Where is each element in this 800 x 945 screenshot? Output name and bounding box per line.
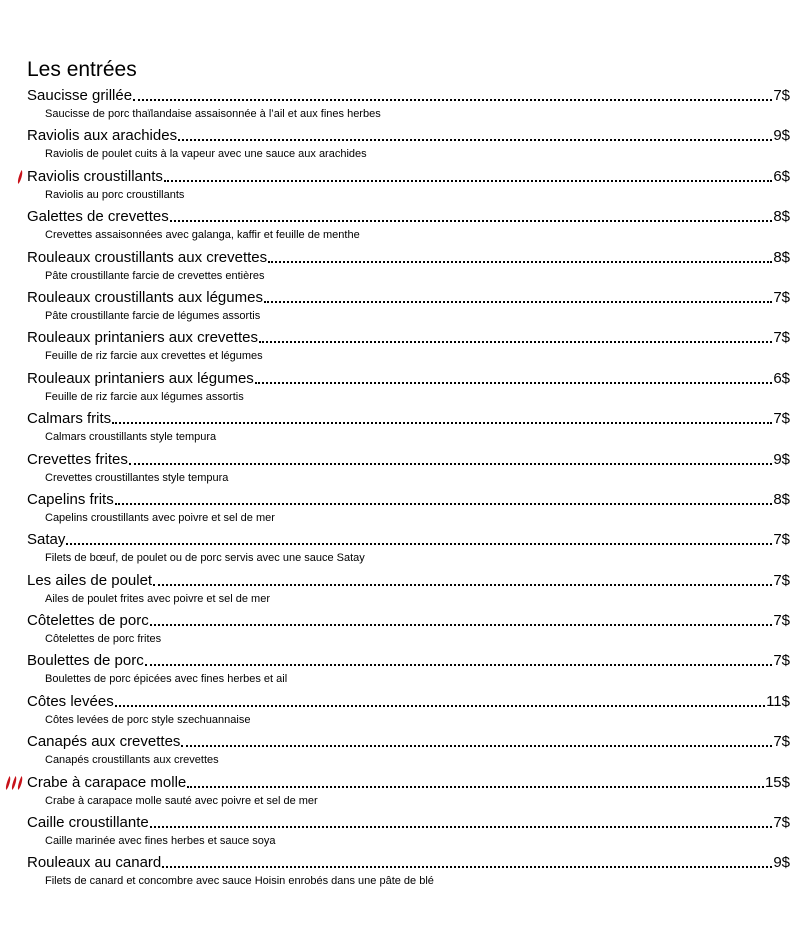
menu-item-price: 9$ — [773, 854, 790, 872]
menu-item-line — [27, 490, 790, 509]
menu-item-name: Canapés aux crevettes — [27, 733, 181, 751]
menu-item-description: Caille marinée avec fines herbes et sauce soya — [45, 835, 276, 848]
menu-item — [0, 409, 800, 449]
menu-item — [0, 813, 800, 853]
menu-item-name: Rouleaux printaniers aux légumes — [27, 369, 254, 387]
menu-item-line — [27, 248, 790, 267]
dot-leader — [150, 624, 773, 626]
menu-item-price: 7$ — [773, 410, 790, 428]
menu-item-line — [27, 530, 790, 549]
menu-item-name: Satay — [27, 531, 66, 549]
menu-item-description: Calmars croustillants style tempura — [45, 431, 217, 444]
menu-item-price: 7$ — [773, 531, 790, 549]
menu-item-line — [27, 126, 790, 145]
dot-leader — [255, 382, 773, 384]
menu-item-price: 8$ — [773, 490, 790, 508]
menu-item-description: Côtelettes de porc frites — [45, 633, 162, 646]
menu-item-name: Caille croustillante — [27, 814, 149, 832]
menu-item-name: Côtelettes de porc — [27, 612, 149, 630]
dot-leader — [181, 745, 772, 747]
menu-item-line — [27, 853, 790, 872]
menu-item-description: Raviolis de poulet cuits à la vapeur avec une sauce aux arachides — [45, 148, 367, 161]
menu-item — [0, 328, 800, 368]
menu-item-description: Saucisse de porc thaïlandaise assaisonnée à l’ail et aux fines herbes — [45, 108, 381, 120]
menu-item-price: 7$ — [773, 571, 790, 589]
menu-item-description: Boulettes de porc épicées avec fines herbes et ail — [45, 673, 288, 686]
menu-item-price: 7$ — [773, 87, 790, 104]
menu-item — [0, 732, 800, 772]
menu-item-description: Crevettes assaisonnées avec galanga, kaffir et feuille de menthe — [45, 229, 360, 242]
dot-leader — [164, 180, 772, 182]
menu-item-price: 7$ — [773, 288, 790, 306]
menu-item-price: 6$ — [773, 167, 790, 185]
menu-item-name: Rouleaux au canard — [27, 854, 162, 872]
menu-item-name: Calmars frits — [27, 410, 112, 428]
menu-item — [0, 530, 800, 570]
menu-item — [0, 86, 800, 126]
menu-item-list — [0, 86, 800, 894]
dot-leader — [145, 664, 773, 666]
menu-item-description: Canapés croustillants aux crevettes — [45, 754, 219, 767]
menu-item-price: 7$ — [773, 612, 790, 630]
menu-item — [0, 248, 800, 288]
menu-item-name: Saucisse grillée — [27, 87, 133, 104]
dot-leader — [162, 866, 772, 868]
menu-item-name: Rouleaux printaniers aux crevettes — [27, 329, 258, 347]
menu-item-line — [27, 651, 790, 670]
menu-item-price: 9$ — [773, 127, 790, 145]
menu-item-name: Les ailes de poulet — [27, 571, 153, 589]
menu-item-name: Galettes de crevettes — [27, 208, 169, 226]
menu-item-line — [27, 773, 790, 792]
menu-item-price: 9$ — [773, 450, 790, 468]
menu-item-line — [27, 692, 790, 711]
section-title: Les entrées — [27, 58, 137, 81]
dot-leader — [259, 341, 772, 343]
dot-leader — [187, 786, 764, 788]
menu-item — [0, 207, 800, 247]
dot-leader — [129, 463, 772, 465]
menu-item — [0, 773, 800, 813]
dot-leader — [150, 826, 773, 828]
menu-item — [0, 611, 800, 651]
menu-item-description: Crabe à carapace molle sauté avec poivre et sel de mer — [45, 794, 318, 807]
menu-item-description: Filets de bœuf, de poulet ou de porc servis avec une sauce Satay — [45, 552, 365, 565]
menu-item-price: 6$ — [773, 369, 790, 387]
menu-item — [0, 126, 800, 166]
menu-item-price: 7$ — [773, 814, 790, 832]
menu-item-description: Capelins croustillants avec poivre et sel de mer — [45, 511, 275, 524]
dot-leader — [170, 220, 773, 222]
menu-item-price: 15$ — [764, 773, 790, 791]
menu-item-name: Raviolis aux arachides — [27, 127, 178, 145]
menu-item-line — [27, 328, 790, 347]
menu-item-line — [27, 571, 790, 590]
dot-leader — [115, 503, 773, 505]
menu-item — [0, 571, 800, 611]
dot-leader — [115, 705, 765, 707]
dot-leader — [178, 139, 772, 141]
chili-pepper-icon — [17, 169, 23, 185]
menu-item-line — [27, 450, 790, 469]
menu-item-price: 7$ — [773, 733, 790, 751]
menu-item-name: Capelins frits — [27, 490, 114, 508]
menu-item-name: Boulettes de porc — [27, 652, 144, 670]
menu-item-line — [27, 813, 790, 832]
menu-item-description: Crevettes croustillantes style tempura — [45, 471, 229, 484]
dot-leader — [153, 584, 772, 586]
menu-item — [0, 288, 800, 328]
menu-item-description: Côtes levées de porc style szechuannaise — [45, 713, 251, 726]
menu-item-name: Crevettes frites — [27, 450, 128, 468]
menu-item-name: Rouleaux croustillants aux légumes — [27, 288, 263, 306]
menu-item — [0, 450, 800, 490]
menu-item — [0, 651, 800, 691]
menu-item-price: 7$ — [773, 652, 790, 670]
menu-item-description: Pâte croustillante farcie de crevettes entières — [45, 269, 265, 282]
menu-item-price: 8$ — [773, 208, 790, 226]
menu-item-line — [27, 369, 790, 388]
menu-item — [0, 490, 800, 530]
menu-item-description: Pâte croustillante farcie de légumes assortis — [45, 309, 261, 322]
dot-leader — [133, 99, 772, 101]
menu-item-description: Raviolis au porc croustillants — [45, 188, 185, 201]
menu-item-price: 7$ — [773, 329, 790, 347]
menu-item-price: 11$ — [766, 692, 790, 710]
chili-pepper-icon — [5, 775, 23, 791]
dot-leader — [264, 301, 772, 303]
menu-item-name: Côtes levées — [27, 692, 114, 710]
menu-item-line — [27, 86, 790, 105]
menu-item-line — [27, 732, 790, 751]
menu-item-line — [27, 288, 790, 307]
dot-leader — [66, 543, 772, 545]
dot-leader — [112, 422, 772, 424]
dot-leader — [268, 261, 772, 263]
menu-item-line — [27, 207, 790, 226]
menu-item-name: Crabe à carapace molle — [27, 773, 187, 791]
menu-item-name: Rouleaux croustillants aux crevettes — [27, 248, 268, 266]
menu-item — [0, 692, 800, 732]
menu-item — [0, 167, 800, 207]
menu-item-line — [27, 611, 790, 630]
menu-item-line — [27, 409, 790, 428]
menu-item-description: Ailes de poulet frites avec poivre et sel de mer — [45, 592, 271, 605]
menu-item-line — [27, 167, 790, 186]
menu-item-description: Feuille de riz farcie aux crevettes et légumes — [45, 350, 263, 363]
menu-item-name: Raviolis croustillants — [27, 167, 163, 185]
menu-item-description: Filets de canard et concombre avec sauce Hoisin enrobés dans une pâte de blé — [45, 875, 434, 888]
menu-item — [0, 369, 800, 409]
menu-item-price: 8$ — [773, 248, 790, 266]
menu-item — [0, 853, 800, 893]
menu-item-description: Feuille de riz farcie aux légumes assortis — [45, 390, 244, 403]
